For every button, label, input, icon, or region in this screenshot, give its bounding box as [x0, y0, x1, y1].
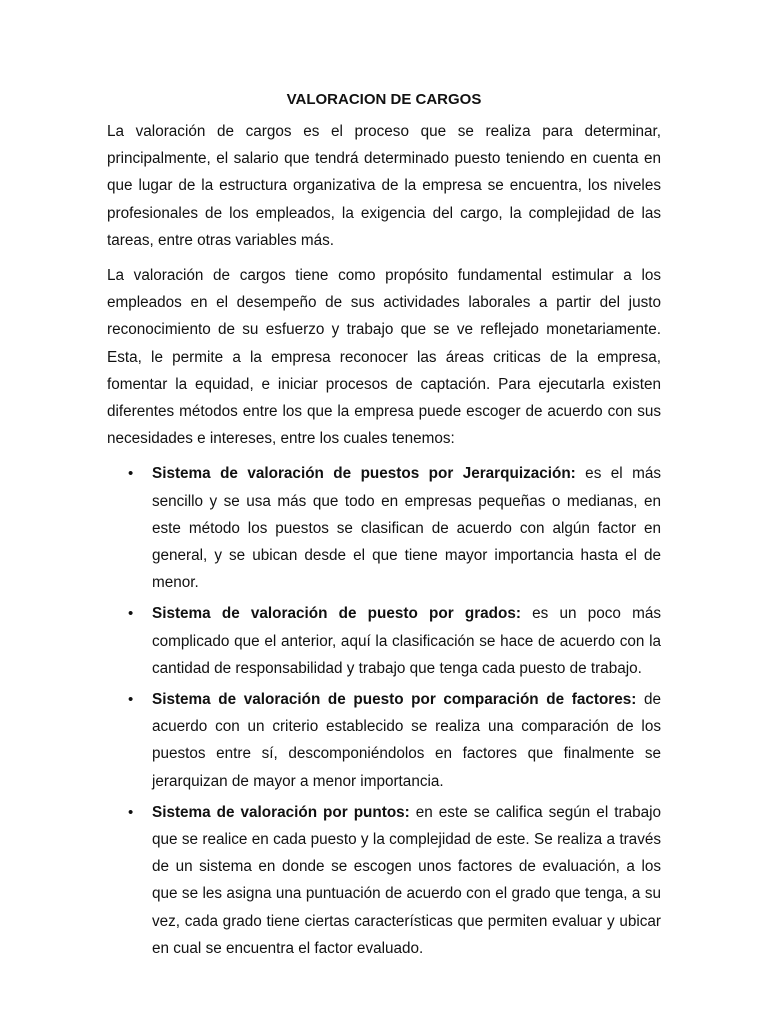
list-item [107, 686, 661, 795]
list-item [107, 799, 661, 962]
list-item [107, 460, 661, 596]
bullet-icon: • [128, 605, 134, 623]
document-page [107, 88, 661, 966]
paragraph-intro: La valoración de cargos es el proceso que se realiza para determinar, principalmente, el salario que tendrá determinado puesto teniendo en cuenta en que lugar de la estructura organizativa de la empresa se encuentra, los niveles profesionales de los empleados, la exigencia del cargo, la complejidad de las tareas, entre otras variables más. [107, 123, 661, 249]
list-item [107, 600, 661, 682]
bullet-icon: • [128, 691, 134, 709]
list-item-text: es un poco más complicado que el anterior, aquí la clasificación se hace de acuerdo con la cantidad de responsabilidad y trabajo que tenga cada puesto de trabajo. [152, 605, 661, 677]
paragraph-purpose: La valoración de cargos tiene como propósito fundamental estimular a los empleados en el desempeño de sus actividades laborales a partir del justo reconocimiento de su esfuerzo y trabajo que se ve reflejado monetariamente. Esta, le permite a la empresa reconocer las áreas criticas de la empresa, fomentar la equidad, e iniciar procesos de captación. Para ejecutarla existen diferentes métodos entre los que la empresa puede escoger de acuerdo con sus necesidades e intereses, entre los cuales tenemos: [107, 267, 661, 448]
list-item-term: Sistema de valoración de puesto por comparación de factores: [152, 691, 637, 709]
document-title: VALORACION DE CARGOS [286, 91, 482, 108]
bullet-icon: • [128, 803, 134, 821]
bullet-icon: • [128, 465, 134, 483]
list-item-text: de acuerdo con un criterio establecido se realiza una comparación de los puestos entre sí, descomponiéndolos en factores que finalmente se jerarquizan de mayor a menor importancia. [152, 691, 662, 790]
list-item-term: Sistema de valoración de puesto por grados: [152, 605, 521, 623]
list-item-text: en este se califica según el trabajo que se realice en cada puesto y la complejidad de este. Se realiza a través de un sistema en donde se escogen unos factores de evaluación, a los que se les asigna una puntuación de acuerdo con el grado que tenga, a su vez, cada grado tiene ciertas características que permiten evaluar y ubicar en cual se encuentra el factor evaluado. [152, 803, 661, 957]
list-item-term: Sistema de valoración por puntos: [152, 803, 410, 821]
methods-list [107, 460, 661, 962]
list-item-term: Sistema de valoración de puestos por Jerarquización: [152, 465, 576, 483]
list-item-text: es el más sencillo y se usa más que todo en empresas pequeñas o medianas, en este método los puestos se clasifican de acuerdo con algún factor en general, y se ubican desde el que tiene mayor importancia hasta el de menor. [152, 465, 661, 592]
